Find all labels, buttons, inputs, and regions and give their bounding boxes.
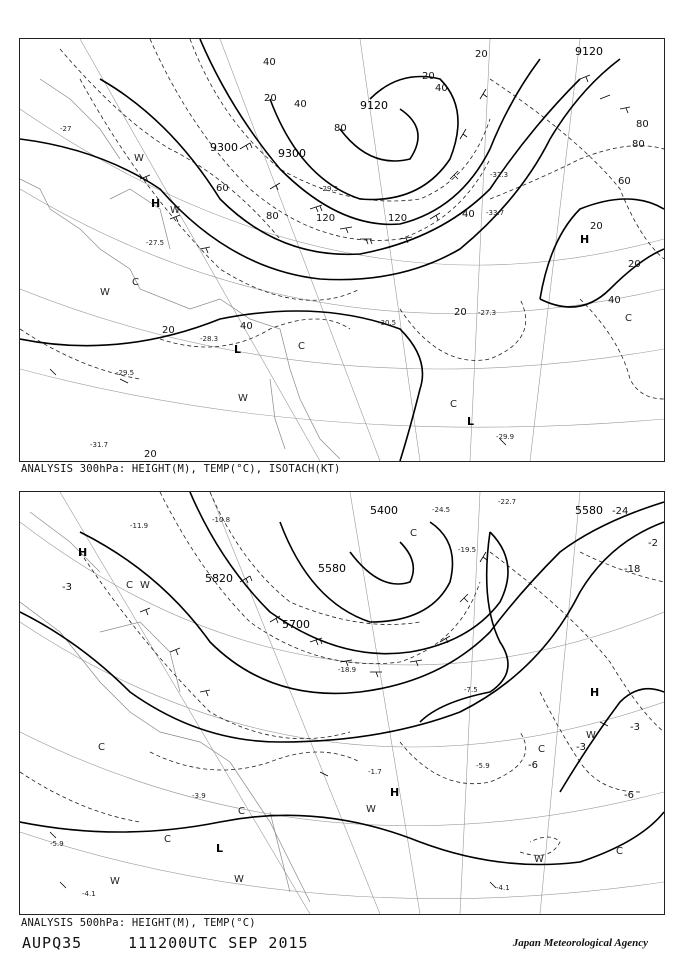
- agency-name: Japan Meteorological Agency: [512, 937, 648, 949]
- isotherm-label: -24: [612, 506, 629, 517]
- isotach-label: 60: [618, 176, 631, 187]
- isotach-label: 80: [266, 211, 279, 222]
- isotach-label: 40: [608, 295, 621, 306]
- height-label: 9120: [575, 45, 603, 58]
- graticule-lines: [20, 492, 664, 914]
- map-panel-500hpa: [19, 491, 665, 915]
- cold-marker: C: [132, 277, 139, 288]
- temperature-label: -32.3: [490, 171, 509, 179]
- isotherm-label: -18: [624, 564, 641, 575]
- cold-marker: C: [410, 528, 417, 539]
- height-label: 5580: [575, 504, 603, 517]
- isotach-label: 60: [216, 183, 229, 194]
- temperature-label: -19.5: [458, 546, 477, 554]
- coastline: [20, 79, 340, 459]
- warm-marker: W: [586, 730, 596, 741]
- warm-marker: W: [100, 287, 110, 298]
- isotach-label: 20: [264, 93, 277, 104]
- low-center: L: [234, 343, 242, 356]
- map-panel-300hpa: [19, 38, 665, 462]
- isotherm-label: -2: [648, 538, 658, 549]
- temperature-label: -5.9: [476, 762, 490, 770]
- temperature-label: -29.3: [320, 185, 339, 193]
- isotach-label: 20: [628, 259, 641, 270]
- low-center: L: [467, 415, 475, 428]
- isotach-label: 40: [435, 83, 448, 94]
- warm-marker: W: [134, 153, 144, 164]
- high-center: H: [580, 233, 590, 246]
- high-center: H: [151, 197, 161, 210]
- valid-time: 111200UTC SEP 2015: [128, 934, 309, 952]
- warm-marker: W: [366, 804, 376, 815]
- isotach-labels: [144, 49, 649, 460]
- temperature-label: -30.5: [378, 319, 397, 327]
- temperature-label: -27: [60, 125, 72, 133]
- temperature-label: -7.5: [464, 686, 478, 694]
- isotach-label: 20: [475, 49, 488, 60]
- map-300hpa-svg: [20, 39, 664, 461]
- pressure-centers: [151, 197, 589, 428]
- warm-cold-markers: [100, 153, 632, 410]
- cold-marker: C: [238, 806, 245, 817]
- high-center: H: [390, 786, 400, 799]
- warm-marker: W: [110, 876, 120, 887]
- isotach-label: 20: [590, 221, 603, 232]
- height-label: 5700: [282, 618, 310, 631]
- temperature-label: -5.9: [50, 840, 64, 848]
- wind-barbs: [50, 552, 608, 888]
- height-label: 5580: [318, 562, 346, 575]
- warm-marker: W: [234, 874, 244, 885]
- pressure-centers: [78, 546, 599, 855]
- isotach-label: 120: [388, 213, 408, 224]
- isotach-label: 40: [263, 57, 276, 68]
- map-500hpa-svg: [20, 492, 664, 914]
- temperature-label: -11.9: [130, 522, 149, 530]
- caption-300hpa: ANALYSIS 300hPa: HEIGHT(M), TEMP(°C), ISOTACH(KT): [21, 463, 341, 475]
- temperature-label: -33.7: [486, 209, 505, 217]
- temperature-label: -27.3: [478, 309, 497, 317]
- isotach-label: 40: [240, 321, 253, 332]
- isotach-label: 20: [162, 325, 175, 336]
- isotherm-label: -3: [576, 742, 586, 753]
- height-label: 9300: [278, 147, 306, 160]
- isotach-label: 40: [294, 99, 307, 110]
- isotherm-label: -3: [630, 722, 640, 733]
- temperature-label: -29.9: [496, 433, 515, 441]
- height-contours: [20, 39, 664, 461]
- isotach-label: 80: [632, 139, 645, 150]
- cold-marker: C: [616, 846, 623, 857]
- isotherm-labels: [62, 506, 658, 801]
- height-label: 9120: [360, 99, 388, 112]
- cold-marker: C: [538, 744, 545, 755]
- cold-marker: C: [126, 580, 133, 591]
- height-label: 5400: [370, 504, 398, 517]
- isotach-label: 80: [636, 119, 649, 130]
- height-label: 5820: [205, 572, 233, 585]
- warm-marker: W: [238, 393, 248, 404]
- cold-marker: C: [298, 341, 305, 352]
- warm-marker: W: [170, 205, 180, 216]
- temperature-labels: [60, 125, 514, 449]
- warm-marker: W: [140, 580, 150, 591]
- cold-marker: C: [625, 313, 632, 324]
- temperature-label: -28.3: [200, 335, 219, 343]
- isotach-label: 20: [454, 307, 467, 318]
- isotherm-label: -3: [62, 582, 72, 593]
- temperature-label: -24.5: [432, 506, 451, 514]
- temperature-labels: [50, 498, 516, 898]
- temperature-label: -18.9: [338, 666, 357, 674]
- temperature-label: -29.5: [116, 369, 135, 377]
- isotherm-label: -6: [528, 760, 538, 771]
- isotach-label: 120: [316, 213, 336, 224]
- graticule-lines: [20, 39, 664, 461]
- height-label: 9300: [210, 141, 238, 154]
- height-contours: [20, 492, 664, 865]
- temperature-label: -3.9: [192, 792, 206, 800]
- temperature-label: -4.1: [82, 890, 96, 898]
- chart-id: AUPQ35: [22, 934, 83, 952]
- temperature-label: -31.7: [90, 441, 109, 449]
- temperature-label: -10.8: [212, 516, 231, 524]
- isotach-label: 20: [144, 449, 157, 460]
- temperature-label: -4.1: [496, 884, 510, 892]
- cold-marker: C: [450, 399, 457, 410]
- isotach-label: 40: [462, 209, 475, 220]
- height-labels: [205, 504, 603, 631]
- low-center: L: [216, 842, 224, 855]
- warm-cold-markers: [98, 528, 623, 887]
- temperature-label: -22.7: [498, 498, 517, 506]
- cold-marker: C: [98, 742, 105, 753]
- warm-marker: W: [534, 854, 544, 865]
- isotherm-label: -6: [624, 790, 634, 801]
- high-center: H: [78, 546, 88, 559]
- isotach-label: 20: [422, 71, 435, 82]
- temperature-label: -1.7: [368, 768, 382, 776]
- cold-marker: C: [164, 834, 171, 845]
- isotach-label: 80: [334, 123, 347, 134]
- temperature-label: -27.5: [146, 239, 165, 247]
- caption-500hpa: ANALYSIS 500hPa: HEIGHT(M), TEMP(°C): [21, 917, 256, 929]
- high-center: H: [590, 686, 600, 699]
